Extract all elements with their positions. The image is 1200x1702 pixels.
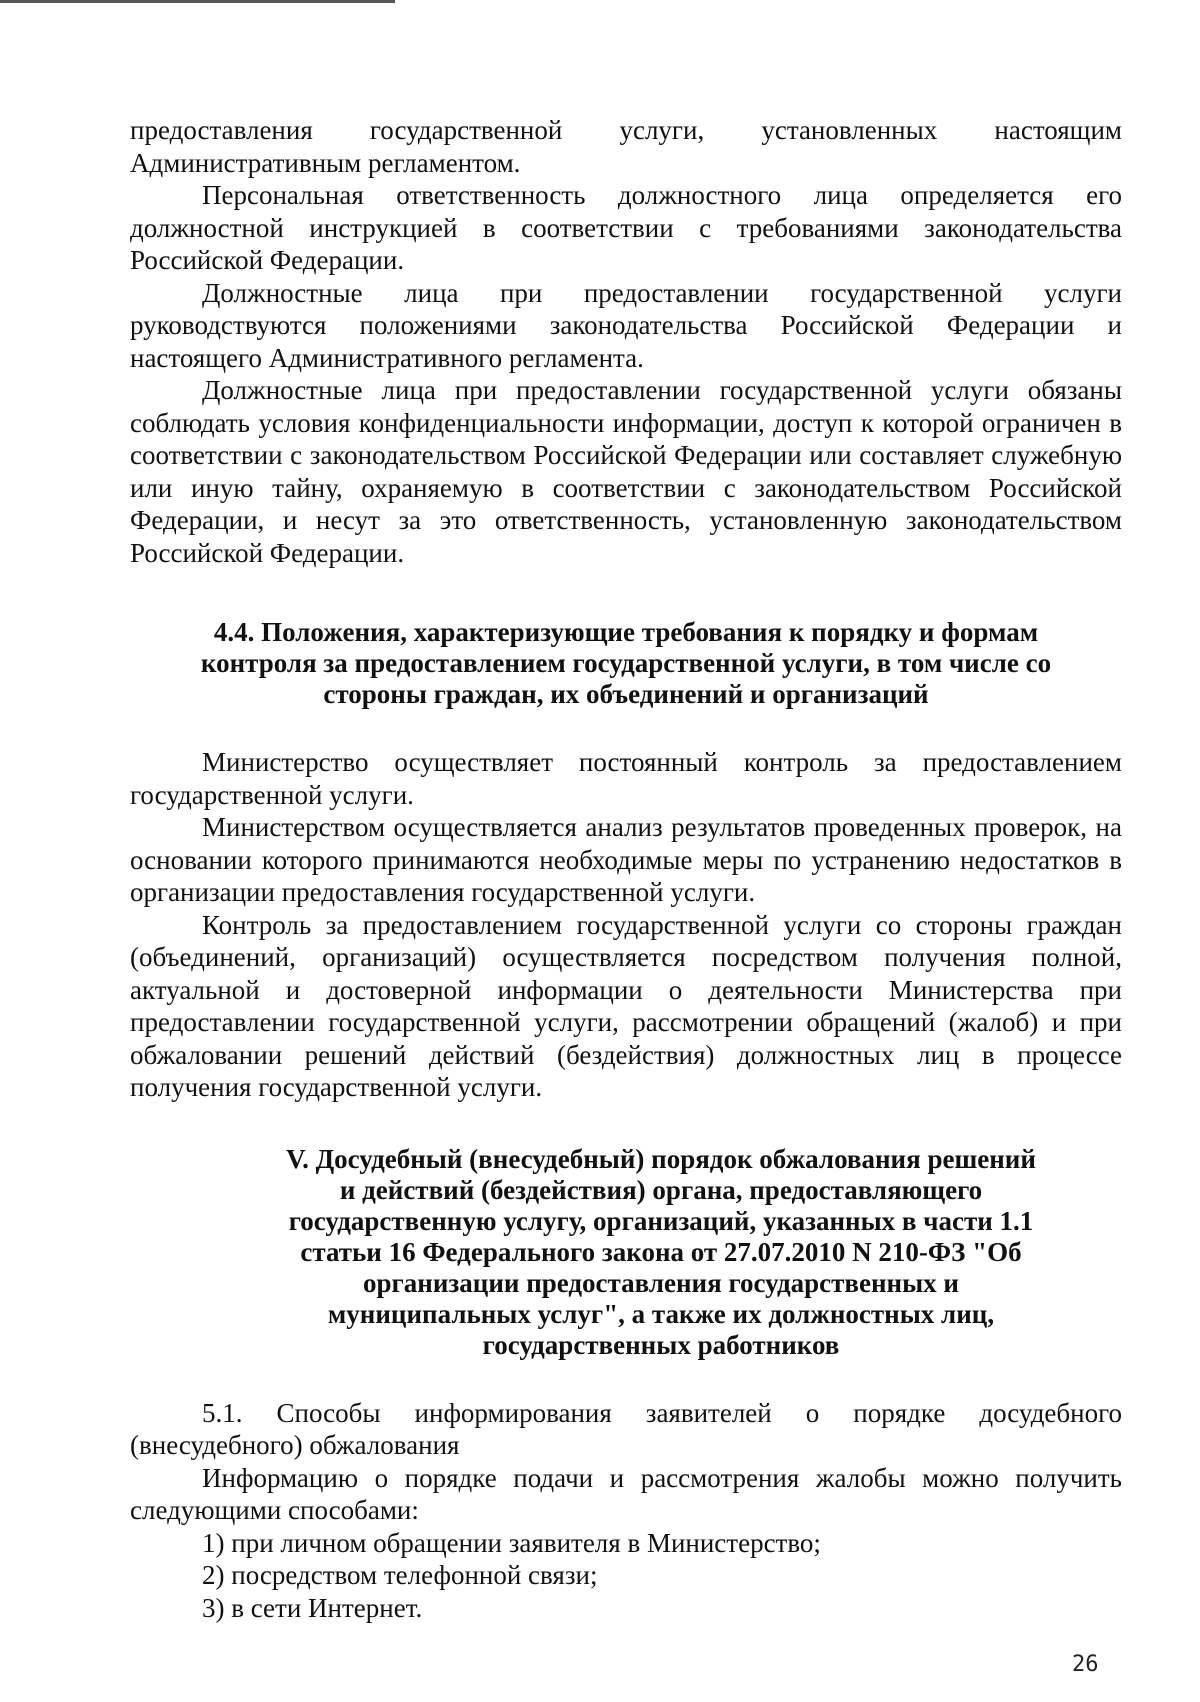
section-4-4-heading: 4.4. Положения, характеризующие требования к порядку и формам контроля за предоставлением государственной услуги, в том числе со стороны граждан, их объединений и организаций (200, 617, 1052, 709)
paragraph-continuation: предоставления государственной услуги, установленных настоящим Административным регламентом. (130, 115, 1122, 178)
paragraph-ministry-control: Министерство осуществляет постоянный контроль за предоставлением государственной услуги. (130, 747, 1122, 810)
list-item-internet: 3) в сети Интернет. (202, 1592, 423, 1623)
top-scan-rule (0, 0, 395, 3)
document-page (130, 114, 1122, 1624)
paragraph-confidentiality: Должностные лица при предоставлении государственной услуги обязаны соблюдать условия конфиденциальности информации, доступ к которой ограничен в соответствии с законодательством Российской Федерации или составляет служебную или иную тайну, охраняемую в соответствии с законодательством Российской Федерации, и несут за это ответственность, установленную законодательством Российской Федерации. (130, 375, 1122, 568)
paragraph-analysis: Министерством осуществляется анализ результатов проведенных проверок, на основании которого принимаются необходимые меры по устранению недостатков в организации предоставления государственной услуги. (130, 812, 1122, 907)
paragraph-5-1: 5.1. Способы информирования заявителей о порядке досудебного (внесудебного) обжалования (130, 1397, 1122, 1460)
paragraph-personal-responsibility: Персональная ответственность должностного лица определяется его должностной инструкцией в соответствии с требованиями законодательства Российской Федерации. (130, 180, 1122, 275)
paragraph-citizen-control: Контроль за предоставлением государственной услуги со стороны граждан (объединений, организаций) осуществляется посредством получения полной, актуальной и достоверной информации о деятельности Министерства при предоставлении государственной услуги, рассмотрении обращений (жалоб) и при обжаловании решений действий (бездействия) должностных лиц в процессе получения государственной услуги. (130, 909, 1122, 1102)
section-v-heading: V. Досудебный (внесудебный) порядок обжалования решений и действий (бездействия) органа, предоставляющего государственную услугу, организаций, указанных в части 1.1 статьи 16 Федерального закона от 27.07.2010 N 210-ФЗ "Об организации предоставления государственных и муниципальных услуг", а также их должностных лиц, государственных работников (286, 1143, 1036, 1360)
list-item-telephone: 2) посредством телефонной связи; (202, 1560, 598, 1590)
list-item-personal-visit: 1) при личном обращении заявителя в Министерство; (202, 1527, 821, 1558)
paragraph-officials-guided: Должностные лица при предоставлении государственной услуги руководствуются положениями законодательства Российской Федерации и настоящего Административного регламента. (130, 277, 1122, 373)
page-number: 26 (1072, 1652, 1099, 1677)
paragraph-info-methods: Информацию о порядке подачи и рассмотрения жалобы можно получить следующими способами: (130, 1462, 1122, 1525)
